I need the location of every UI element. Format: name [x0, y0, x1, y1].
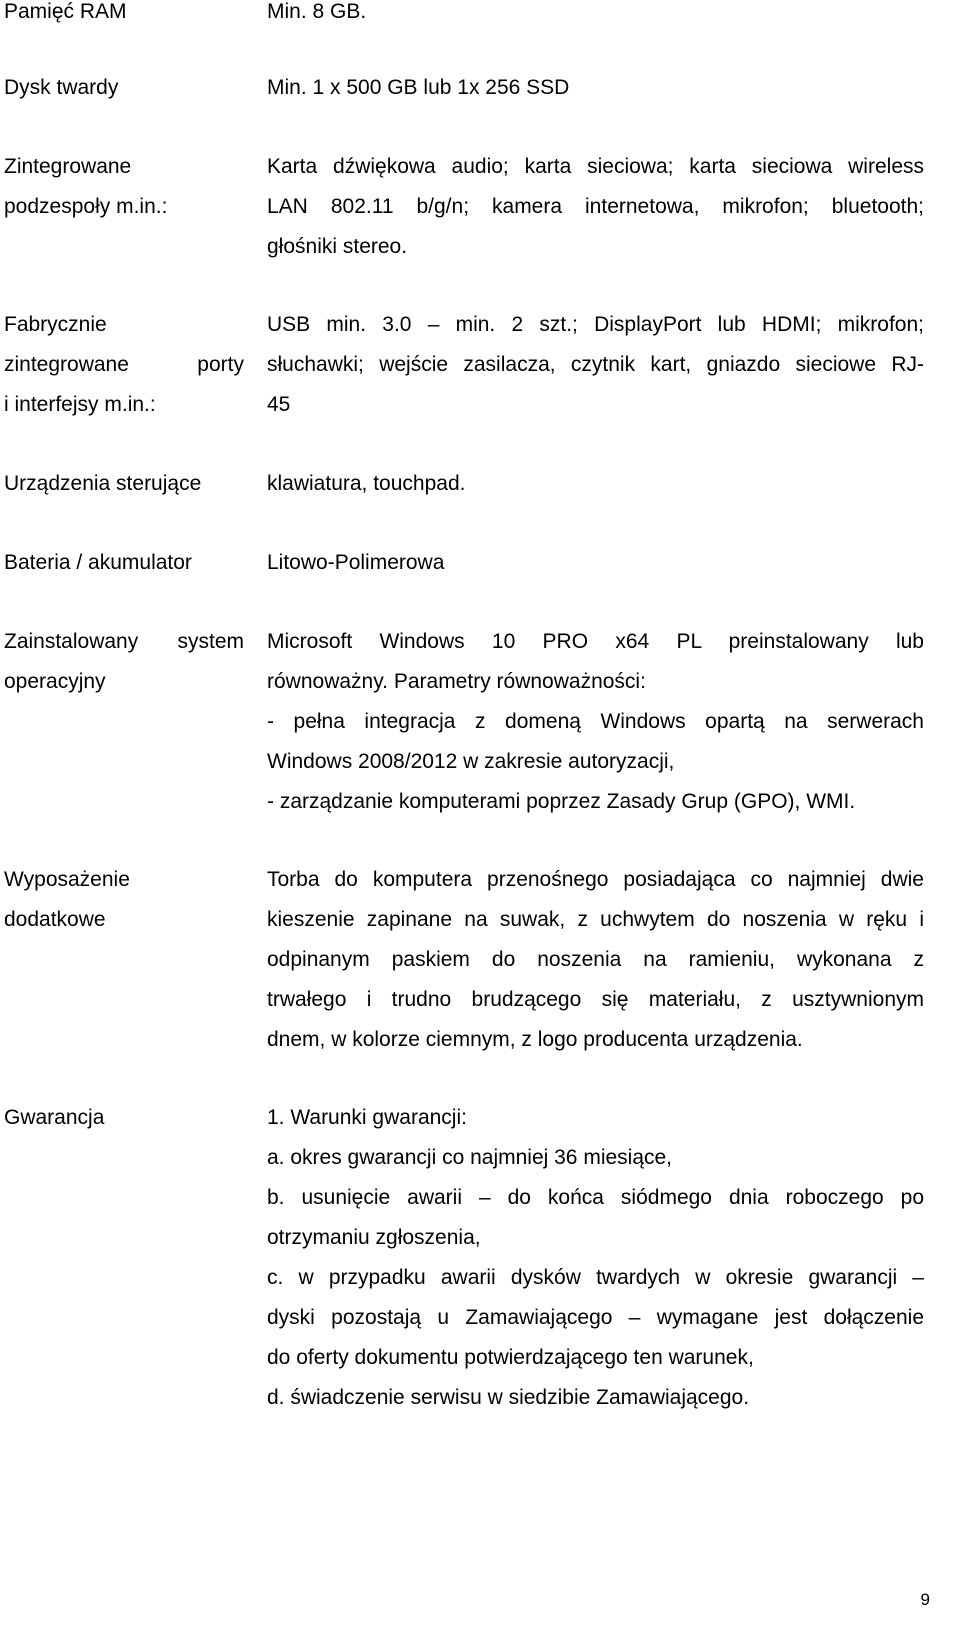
- value-line: klawiatura, touchpad.: [267, 472, 466, 495]
- spec-label: [4, 543, 244, 583]
- value-line: b. usunięcie awarii – do końca siódmego dnia roboczego po: [267, 1186, 924, 1209]
- spec-label: [4, 305, 244, 425]
- value-line: Min. 1 x 500 GB lub 1x 256 SSD: [267, 76, 570, 99]
- value-line: odpinanym paskiem do noszenia na ramieniu, wykonana z: [267, 948, 924, 971]
- value-line: trwałego i trudno brudzącego się materiału, z usztywnionym: [267, 988, 924, 1011]
- value-line: Litowo-Polimerowa: [267, 551, 445, 574]
- label-line: Zintegrowane: [4, 155, 132, 178]
- spec-label: [4, 0, 244, 32]
- label-line: i interfejsy m.in.:: [4, 393, 156, 416]
- spec-value: [267, 305, 924, 425]
- spec-value: [267, 147, 924, 267]
- label-line: Pamięć RAM: [4, 0, 127, 23]
- label-line: operacyjny: [4, 670, 106, 693]
- value-line: dnem, w kolorze ciemnym, z logo producenta urządzenia.: [267, 1028, 803, 1051]
- value-line: Windows 2008/2012 w zakresie autoryzacji,: [267, 750, 675, 773]
- label-line: Bateria / akumulator: [4, 551, 192, 574]
- label-line: podzespoły m.in.:: [4, 195, 168, 218]
- value-line: 1. Warunki gwarancji:: [267, 1106, 467, 1129]
- page-number: 9: [920, 1590, 930, 1609]
- label-line: dodatkowe: [4, 908, 106, 931]
- spec-value: [267, 622, 924, 822]
- value-line: Microsoft Windows 10 PRO x64 PL preinstalowany lub: [267, 630, 924, 653]
- value-line: równoważny. Parametry równoważności:: [267, 670, 646, 693]
- label-line: Zainstalowany system: [4, 630, 244, 653]
- label-line: zintegrowane porty: [4, 353, 244, 376]
- label-line: Urządzenia sterujące: [4, 472, 202, 495]
- spec-label: [4, 622, 244, 702]
- label-line: Dysk twardy: [4, 76, 119, 99]
- value-line: c. w przypadku awarii dysków twardych w okresie gwarancji –: [267, 1266, 924, 1289]
- value-line: Karta dźwiękowa audio; karta sieciowa; karta sieciowa wireless: [267, 155, 924, 178]
- value-line: Torba do komputera przenośnego posiadająca co najmniej dwie: [267, 868, 924, 891]
- value-line: kieszenie zapinane na suwak, z uchwytem do noszenia w ręku i: [267, 908, 924, 931]
- spec-label: [4, 68, 244, 108]
- value-line: d. świadczenie serwisu w siedzibie Zamawiającego.: [267, 1386, 750, 1409]
- value-line: a. okres gwarancji co najmniej 36 miesiące,: [267, 1146, 673, 1169]
- value-line: głośniki stereo.: [267, 235, 408, 258]
- value-line: - pełna integracja z domeną Windows opartą na serwerach: [267, 710, 924, 733]
- value-line: słuchawki; wejście zasilacza, czytnik kart, gniazdo sieciowe RJ-: [267, 353, 924, 376]
- spec-label: [4, 860, 244, 940]
- label-line: Gwarancja: [4, 1106, 105, 1129]
- label-line: Wyposażenie: [4, 868, 130, 891]
- label-line: Fabrycznie: [4, 313, 107, 336]
- spec-label: [4, 1098, 244, 1138]
- spec-value: [267, 0, 924, 32]
- value-line: LAN 802.11 b/g/n; kamera internetowa, mikrofon; bluetooth;: [267, 195, 924, 218]
- spec-value: [267, 860, 924, 1060]
- value-line: USB min. 3.0 – min. 2 szt.; DisplayPort lub HDMI; mikrofon;: [267, 313, 924, 336]
- spec-value: [267, 464, 924, 504]
- value-line: 45: [267, 393, 291, 416]
- spec-value: [267, 1098, 924, 1418]
- value-line: dyski pozostają u Zamawiającego – wymagane jest dołączenie: [267, 1306, 924, 1329]
- value-line: - zarządzanie komputerami poprzez Zasady Grup (GPO), WMI.: [267, 790, 856, 813]
- value-line: otrzymaniu zgłoszenia,: [267, 1226, 481, 1249]
- value-line: do oferty dokumentu potwierdzającego ten warunek,: [267, 1346, 754, 1369]
- spec-value: [267, 68, 924, 108]
- value-line: Min. 8 GB.: [267, 0, 367, 23]
- spec-value: [267, 543, 924, 583]
- spec-label: [4, 464, 244, 504]
- spec-label: [4, 147, 244, 227]
